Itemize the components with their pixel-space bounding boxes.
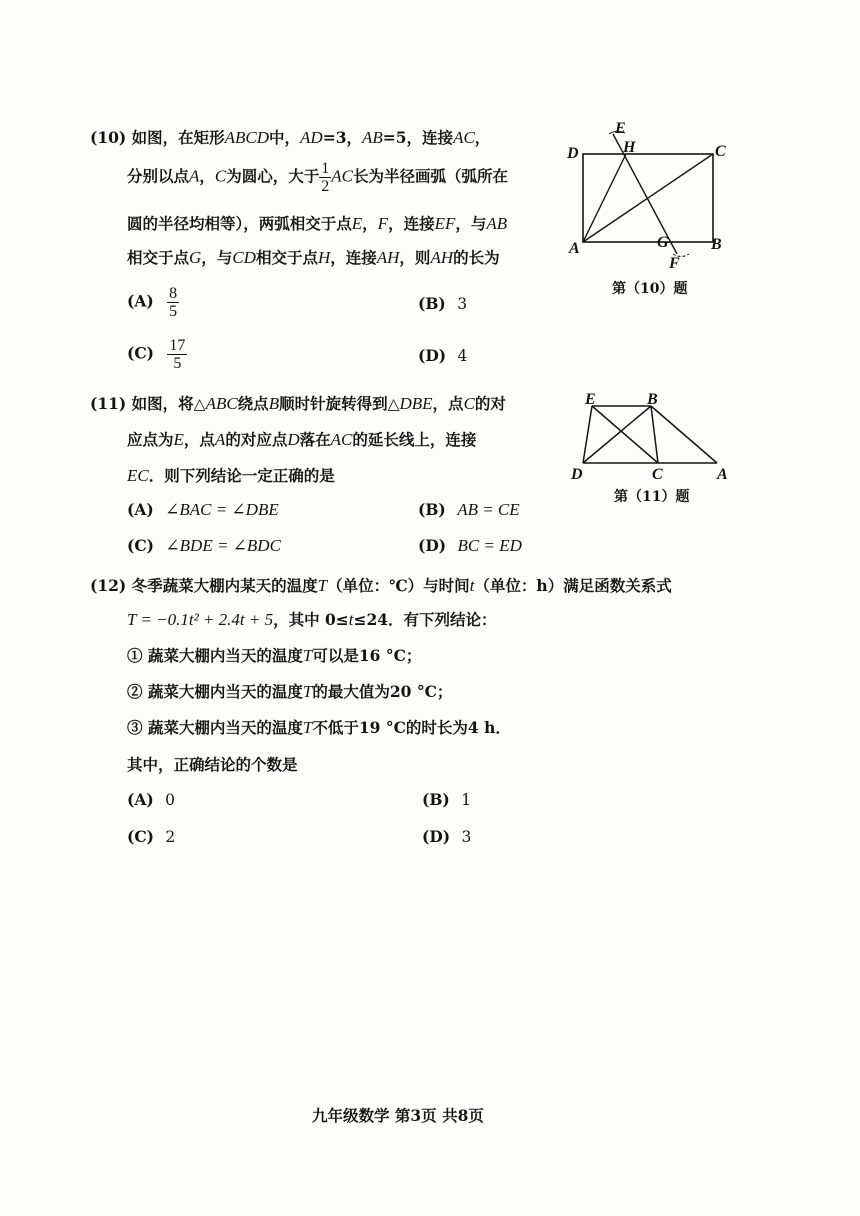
label-h: H xyxy=(623,139,636,156)
q10-line-3: 圆的半径均相等），两弧相交于点E，F，连接EF，与AB xyxy=(127,214,508,233)
label-b: B xyxy=(711,236,722,253)
label-b: B xyxy=(647,391,658,408)
q12-conclusion-2: ② 蔬菜大棚内当天的温度T的最大值为20 °C； xyxy=(127,682,453,701)
q12-conclusion-3: ③ 蔬菜大棚内当天的温度T不低于19 °C的时长为4 h． xyxy=(127,718,511,737)
segment-bc xyxy=(651,406,658,463)
figure-10-rectangle-diagram xyxy=(565,118,735,278)
q11-option-a[interactable]: (A) ∠BAC = ∠DBE xyxy=(127,500,279,519)
q11-line-3: EC．则下列结论一定正确的是 xyxy=(127,466,335,485)
figure-11-caption: 第（11）题 xyxy=(614,489,690,505)
q10-line-1: (10) 如图，在矩形ABCD中，AD=3，AB=5，连接AC， xyxy=(90,128,491,147)
label-d: D xyxy=(571,466,583,483)
q10-option-a[interactable]: (A) $\frac{8}{5}$ xyxy=(127,285,178,320)
q12-line-1: (12) 冬季蔬菜大棚内某天的温度T（单位：℃）与时间t（单位：h）满足函数关系式 xyxy=(90,576,672,595)
figure-11-triangle-diagram xyxy=(565,388,735,486)
q10-option-c[interactable]: (C) $\frac{17}{5}$ xyxy=(127,337,186,372)
q11-option-b[interactable]: (B) AB = CE xyxy=(418,500,520,519)
label-f: F xyxy=(669,255,680,272)
q10-line-2: 分别以点A，C为圆心，大于 $\frac{1}{2}$ AC长为半径画弧（弧所在 xyxy=(127,160,509,195)
q12-option-d[interactable]: (D) 3 xyxy=(422,827,472,846)
segment-ba xyxy=(651,406,717,463)
label-c: C xyxy=(715,143,726,160)
segment-ec xyxy=(592,406,658,463)
page-footer: 九年级数学 第3页 共8页 xyxy=(312,1106,484,1125)
q12-option-b[interactable]: (B) 1 xyxy=(422,790,472,809)
q10-line-4: 相交于点G，与CD相交于点H，连接AH，则AH的长为 xyxy=(127,248,500,267)
q12-line-2: T = −0.1t² + 2.4t + 5，其中 0≤t≤24．有下列结论： xyxy=(127,610,497,629)
q11-line-1: (11) 如图，将△ABC绕点B顺时针旋转得到△DBE，点C的对 xyxy=(90,394,506,413)
q12-option-a[interactable]: (A) 0 xyxy=(127,790,175,809)
half-fraction: $\frac{1}{2}$ xyxy=(321,160,330,195)
diagonal-ac xyxy=(583,154,713,242)
figure-10-caption: 第（10）题 xyxy=(612,281,688,297)
q11-line-2: 应点为E，点A的对应点D落在AC的延长线上，连接 xyxy=(127,430,477,449)
segment-ah xyxy=(583,154,626,242)
segment-ed xyxy=(583,406,592,463)
q11-option-c[interactable]: (C) ∠BDE = ∠BDC xyxy=(127,536,281,555)
q10-option-b[interactable]: (B) 3 xyxy=(418,294,468,313)
temperature-formula: T = −0.1t² + 2.4t + 5 xyxy=(127,610,274,629)
q11-option-d[interactable]: (D) BC = ED xyxy=(418,536,522,555)
label-e: E xyxy=(615,120,626,137)
q12-conclusion-1: ① 蔬菜大棚内当天的温度T可以是16 °C； xyxy=(127,646,422,665)
label-g: G xyxy=(657,234,669,251)
label-a: A xyxy=(717,466,728,483)
q12-option-c[interactable]: (C) 2 xyxy=(127,827,176,846)
label-e: E xyxy=(585,391,596,408)
label-d: D xyxy=(567,145,579,162)
q12-question: 其中，正确结论的个数是 xyxy=(127,755,298,774)
segment-bd xyxy=(583,406,651,463)
label-a: A xyxy=(569,240,580,257)
label-c: C xyxy=(652,466,663,483)
q10-option-d[interactable]: (D) 4 xyxy=(418,346,468,365)
